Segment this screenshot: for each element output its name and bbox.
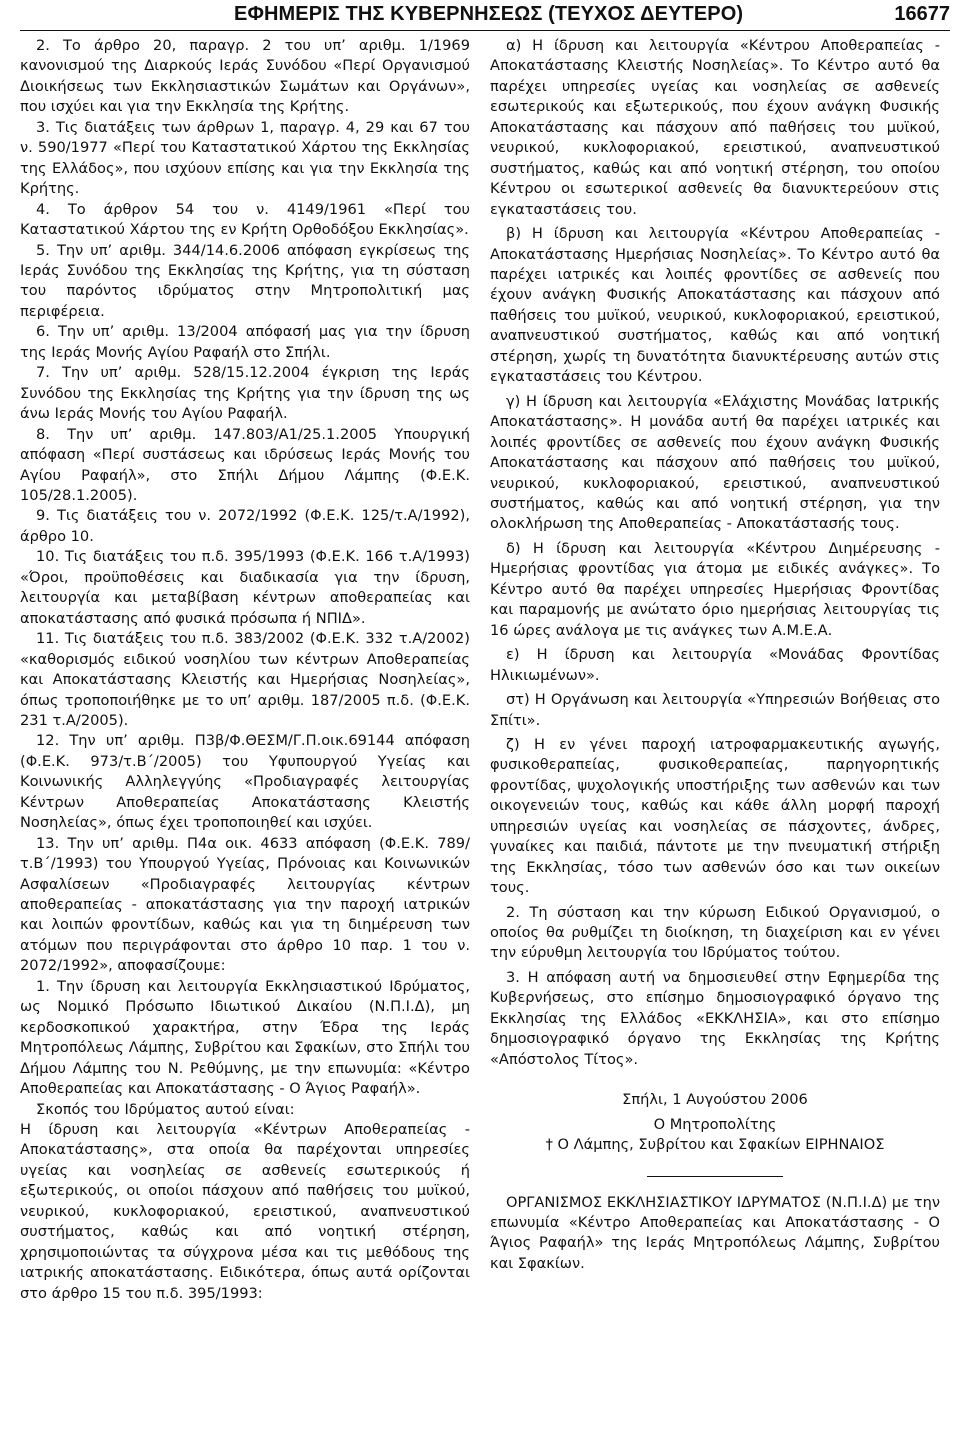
signature-name: † Ο Λάμπης, Συβρίτου και Σφακίων ΕΙΡΗΝΑΙΟΣ [545, 1136, 885, 1154]
paragraph: β) Η ίδρυση και λειτουργία «Κέντρου Αποθεραπείας - Αποκατάστασης Ημερήσιας Νοσηλείας». Το Κέντρο αυτό θα παρέχει ιατρικές και λοιπές φροντίδες σε ασθενείς που έχουν ανάγκη Φυσικής Αποκατάστασης και πάσχουν από παθήσεις του μυϊκού, νευρικού, κυκλοφοριακού, ερειστικού, αναπνευστικού συστήματος, καθώς και από νοητική στέρηση, χωρίς τη δυνατότητα διανυκτέρευσης αυτών στις εγκαταστάσεις του Κέντρου. [490, 225, 940, 386]
paragraph: 3. Τις διατάξεις των άρθρων 1, παραγρ. 4, 29 και 67 του ν. 590/1977 «Περί του Καταστατικού Χάρτου της Εκκλησίας της Ελλάδος», που ισχύουν επίσης και για την Εκκλησία της Κρήτης. [20, 118, 470, 198]
paragraph: 3. Η απόφαση αυτή να δημοσιευθεί στην Εφημερίδα της Κυβερνήσεως, στο επίσημο δημοσιογραφικό όργανο της Εκκλησίας της Ελλάδος «ΕΚΚΛΗΣΙΑ», και στο επίσημο δημοσιογραφικό όργανο της Εκκλησίας της Κρήτης «Απόστολος Τίτος». [490, 968, 940, 1068]
page-header [20, 0, 950, 31]
paragraph: 10. Τις διατάξεις του π.δ. 395/1993 (Φ.Ε.Κ. 166 τ.Α/1993) «Όροι, προϋποθέσεις και διαδικασία για την ίδρυση, λειτουργία και μεταβίβαση κέντρων αποθεραπείας και αποκατάστασης από φυσικά πρόσωπα ή ΝΠΙΔ». [20, 548, 470, 627]
paragraph: 4. Το άρθρον 54 του ν. 4149/1961 «Περί του Καταστατικού Χάρτου της εν Κρήτη Ορθοδόξου Εκκλησίας». [20, 200, 470, 239]
paragraph: Σκοπός του Ιδρύματος αυτού είναι: [36, 1100, 295, 1118]
gazette-title: ΕΦΗΜΕΡΙΣ ΤΗΣ ΚΥΒΕΡΝΗΣΕΩΣ (ΤΕΥΧΟΣ ΔΕΥΤΕΡΟ) [234, 3, 744, 25]
paragraph: στ) Η Οργάνωση και λειτουργία «Υπηρεσιών Βοήθειας στο Σπίτι». [490, 691, 940, 729]
paragraph: ζ) Η εν γένει παροχή ιατροφαρμακευτικής αγωγής, φυσικοθεραπείας, φυσικοθεραπείας, παρηγορητικής φροντίδας, ψυχολογικής υποστήριξης των ασθενών και των οικογενειών τους, καθώς και κάθε άλλη μορφή παροχή υπηρεσιών υγείας και νοσηλείας σε πάσχοντες, άνδρες, γυναίκες και παιδιά, πάντοτε με την πνευματική στήριξη της Εκκλησίας, τόσο των ασθενών όσο και των οικείων τους. [490, 735, 940, 897]
left-column [20, 36, 470, 1304]
paragraph: Η ίδρυση και λειτουργία «Κέντρων Αποθεραπείας - Αποκατάστασης», στα οποία θα παρέχονται υπηρεσίες υγείας και νοσηλείας σε ασθενείς εσωτερικούς ή εξωτερικούς, οι οποίοι πάσχουν από παθήσεις του μυϊκού, νευρικού, κυκλοφοριακού, ερειστικού, αναπνευστικού συστήματος, καθώς και από νοητική στέρηση, χρησιμοποιώντας τα σύγχρονα μέσα και τις μεθόδους της ιατρικής αποκατάστασης. Ειδικότερα, όπως αυτά ορίζονται στο άρθρο 15 του π.δ. 395/1993: [20, 1121, 470, 1302]
paragraph: 7. Την υπ’ αριθμ. 528/15.12.2004 έγκριση της Ιεράς Συνόδου της Εκκλησίας της Κρήτης για την ίδρυση της ως άνω Ιεράς Μονής του Αγίου Ραφαήλ. [20, 364, 470, 423]
right-column [490, 36, 940, 1274]
page-number: 16677 [894, 3, 950, 25]
paragraph: γ) Η ίδρυση και λειτουργία «Ελάχιστης Μονάδας Ιατρικής Αποκατάστασης». Η μονάδα αυτή θα παρέχει ιατρικές και λοιπές φροντίδες σε ασθενείς που έχουν ανάγκη Φυσικής Αποκατάστασης και πάσχουν από παθήσεις του μυϊκού, νευρικού, κυκλοφοριακού, ερειστικού, αναπνευστικού συστήματος, καθώς και από νοητική στέρηση, για την ολοκλήρωση της Αποθεραπείας - Αποκατάστασής τους. [490, 392, 940, 533]
paragraph: 6. Την υπ’ αριθμ. 13/2004 απόφασή μας για την ίδρυση της Ιεράς Μονής Αγίου Ραφαήλ στο Σπήλι. [20, 323, 470, 361]
paragraph: 8. Την υπ’ αριθμ. 147.803/Α1/25.1.2005 Υπουργική απόφαση «Περί συστάσεως και ιδρύσεως Ιεράς Μονής του Αγίου Ραφαήλ», στο Σπήλι Δήμου Λάμπης (Φ.Ε.Κ. 105/28.1.2005). [20, 425, 470, 504]
paragraph: 2. Το άρθρο 20, παραγρ. 2 του υπ’ αριθμ. 1/1969 κανονισμού της Διαρκούς Ιεράς Συνόδου «Περί Οργανισμού Διοικήσεως των Εκκλησιαστικών Σωμάτων και Οργάνων», που ισχύει και για την Εκκλησία της Κρήτης. [20, 37, 470, 116]
paragraph: ε) Η ίδρυση και λειτουργία «Μονάδας Φροντίδας Ηλικιωμένων». [490, 646, 940, 684]
paragraph: 11. Τις διατάξεις του π.δ. 383/2002 (Φ.Ε.Κ. 332 τ.Α/2002) «καθορισμός ειδικού νοσηλίου των κέντρων Αποθεραπείας και Αποκατάστασης Κλειστής και Ημερήσιας Νοσηλείας», όπως τροποποιήθηκε με το υπ’ αριθμ. 187/2005 π.δ. (Φ.Ε.Κ. 231 τ.Α/2005). [20, 630, 470, 729]
signature-role: Ο Μητροπολίτης [653, 1115, 777, 1133]
paragraph: δ) Η ίδρυση και λειτουργία «Κέντρου Διημέρευσης - Ημερήσιας φροντίδας για άτομα με ειδικές ανάγκες». Το Κέντρο αυτό θα παρέχει υπηρεσίες Ημερήσιας Φροντίδας και παραμονής με ανώτατο όριο ημερήσιας λειτουργίας τις 16 ώρες ανάλογα με τις ανάγκες των Α.Μ.Ε.Α. [490, 539, 940, 639]
separator-line [647, 1176, 783, 1177]
next-notice-heading: ΟΡΓΑΝΙΣΜΟΣ ΕΚΚΛΗΣΙΑΣΤΙΚΟΥ ΙΔΡΥΜΑΤΟΣ (Ν.Π.Ι.Δ) με την επωνυμία «Κέντρο Αποθεραπείας και Αποκατάστασης - Ο Άγιος Ραφαήλ» της Ιεράς Μητροπόλεως Λάμπης, Συβρίτου και Σφακίων. [490, 1193, 940, 1272]
paragraph: 5. Την υπ’ αριθμ. 344/14.6.2006 απόφαση εγκρίσεως της Ιεράς Συνόδου της Εκκλησίας της Κρήτης, για τη σύσταση του παρόντος ιδρύματος στην Μητροπολιτική μας περιφέρεια. [20, 241, 470, 320]
paragraph: 9. Τις διατάξεις του ν. 2072/1992 (Φ.Ε.Κ. 125/τ.Α/1992), άρθρο 10. [20, 507, 470, 545]
paragraph: α) Η ίδρυση και λειτουργία «Κέντρου Αποθεραπείας - Αποκατάστασης Κλειστής Νοσηλείας». Το Κέντρο αυτό θα παρέχει υπηρεσίες υγείας και νοσηλείας σε ασθενείς εσωτερικούς και εξωτερικούς, που έχουν ανάγκη Φυσικής Αποκατάστασης και πάσχουν από παθήσεις του μυϊκού, νευρικού, κυκλοφοριακού, ερειστικού, αναπνευστικού συστήματος, καθώς και από νοητική στέρηση, του οποίου Κέντρου οι εσωτερικοί ασθενείς θα διανυκτερεύουν στις εγκαταστάσεις του. [490, 37, 940, 218]
paragraph: 12. Την υπ’ αριθμ. Π3β/Φ.ΘΕΣΜ/Γ.Π.οικ.69144 απόφαση (Φ.Ε.Κ. 973/τ.Β΄/2005) του Υφυπουργού Υγείας και Κοινωνικής Αλληλεγγύης «Προδιαγραφές λειτουργίας Κέντρων Αποθεραπείας Αποκατάστασης Κλειστής Νοσηλείας», όπως έχει τροποποιηθεί και ισχύει. [20, 732, 470, 832]
paragraph: 1. Την ίδρυση και λειτουργία Εκκλησιαστικού Ιδρύματος, ως Νομικό Πρόσωπο Ιδιωτικού Δικαίου (Ν.Π.Ι.Δ), μη κερδοσκοπικού χαρακτήρα, στην Έδρα της Ιεράς Μητροπόλεως Λάμπης, Συβρίτου και Σφακίων, στο Σπήλι του Δήμου Λάμπης του Ν. Ρεθύμνης, με την επωνυμία: «Κέντρο Αποθεραπείας και Αποκατάστασης - Ο Άγιος Ραφαήλ». [20, 977, 470, 1098]
paragraph: 13. Την υπ’ αριθμ. Π4α οικ. 4633 απόφαση (Φ.Ε.Κ. 789/τ.Β΄/1993) του Υπουργού Υγείας, Πρόνοιας και Κοινωνικών Ασφαλίσεων «Προδιαγραφές λειτουργίας κέντρων αποθεραπείας - αποκατάστασης για την παροχή ιατρικών και λοιπών φροντίδων, καθώς και για τη διημέρευση των ατόμων που περιγράφονται στο άρθρο 10 παρ. 1 του ν. 2072/1992», αποφασίζουμε: [20, 834, 470, 975]
paragraph: 2. Τη σύσταση και την κύρωση Ειδικού Οργανισμού, ο οποίος θα ρυθμίζει τη διοίκηση, τη διαχείριση και εν γένει την εύρυθμη λειτουργία του Ιδρύματος τούτου. [490, 903, 940, 962]
signature-date: Σπήλι, 1 Αυγούστου 2006 [622, 1091, 808, 1109]
